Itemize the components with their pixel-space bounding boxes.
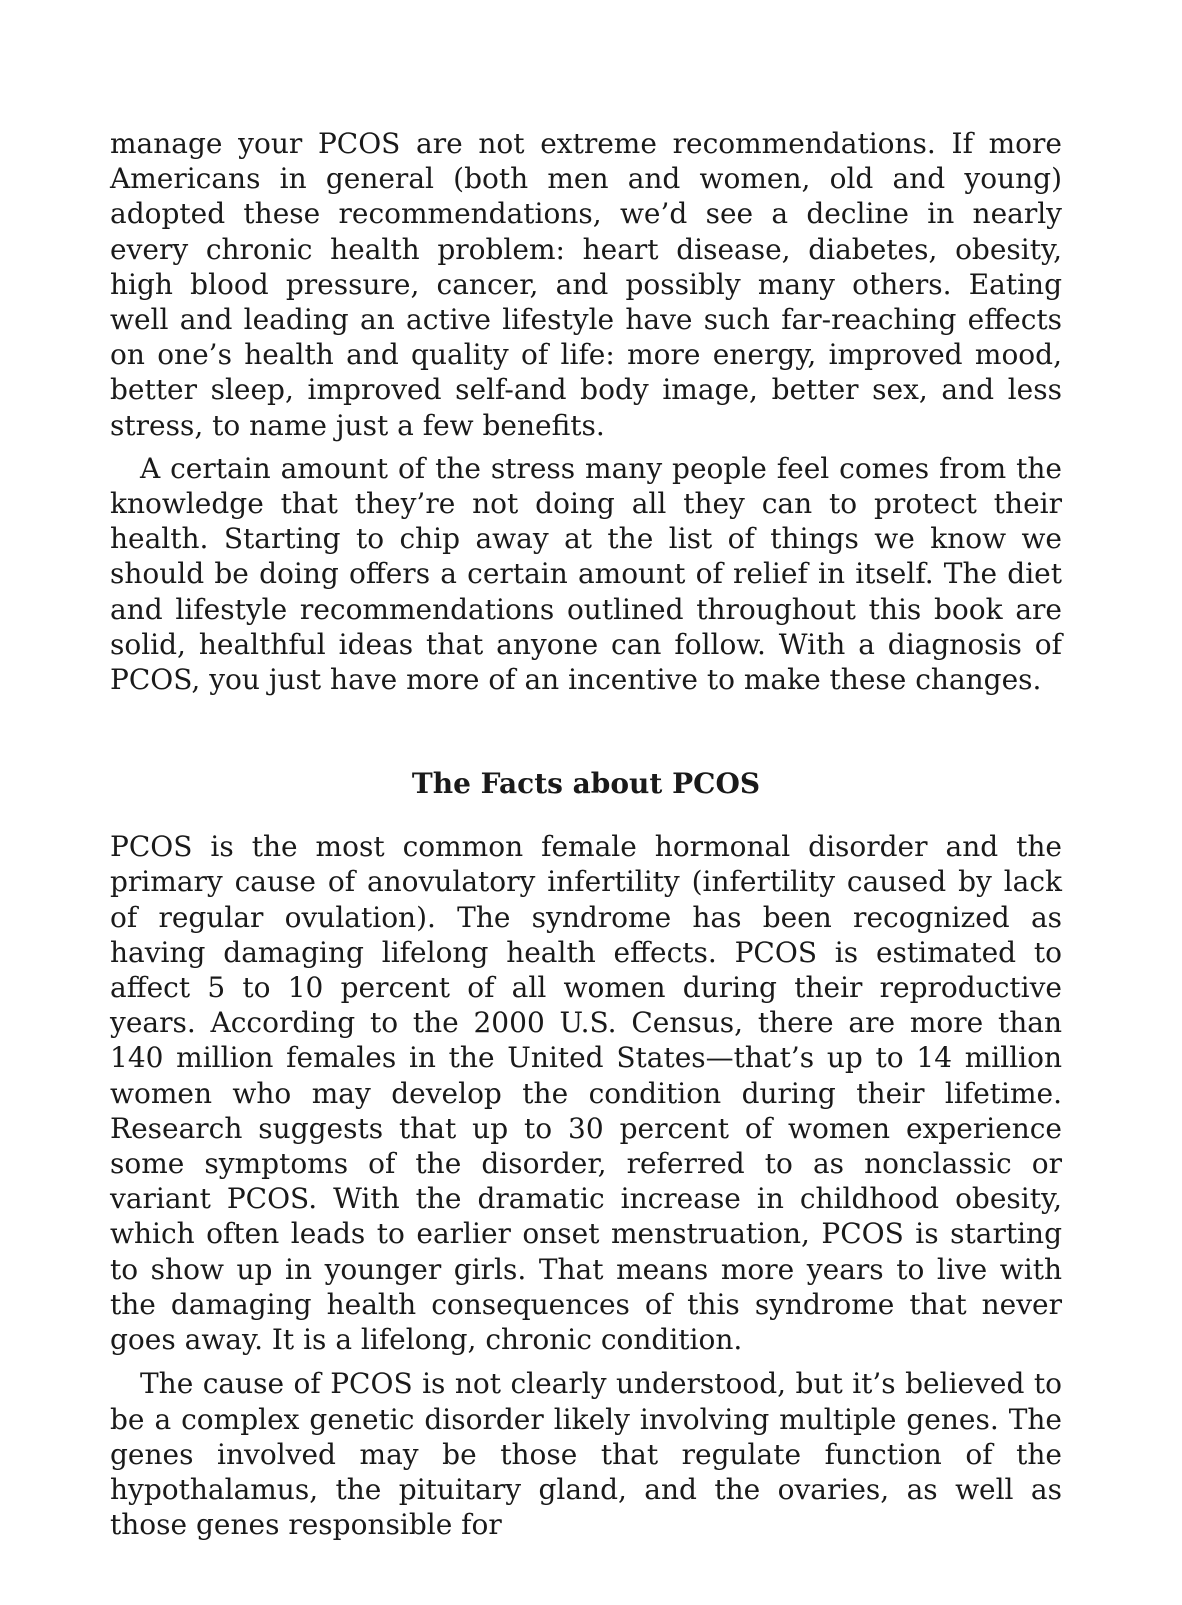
book-page	[110, 126, 1062, 1542]
body-paragraph: A certain amount of the stress many people feel comes from the knowledge that they’re not doing all they can to protect their health. Starting to chip away at the list of things we know we should be doing offers a certain amount of relief in itself. The diet and lifestyle recommendations outlined throughout this book are solid, healthful ideas that anyone can follow. With a diagnosis of PCOS, you just have more of an incentive to make these changes.	[110, 451, 1062, 697]
body-paragraph: The cause of PCOS is not clearly understood, but it’s believed to be a complex genetic disorder likely involving multiple genes. The genes involved may be those that regulate function of the hypothalamus, the pituitary gland, and the ovaries, as well as those genes responsible for	[110, 1367, 1062, 1542]
body-paragraph: manage your PCOS are not extreme recommendations. If more Americans in general (both men and women, old and young) adopted these recommendations, we’d see a decline in nearly every chronic health problem: heart disease, diabetes, obesity, high blood pressure, cancer, and possibly many others. Eating well and leading an active lifestyle have such far-reaching effects on one’s health and quality of life: more energy, improved mood, better sleep, improved self-and body image, better sex, and less stress, to name just a few benefits.	[110, 127, 1062, 442]
body-paragraph: PCOS is the most common female hormonal disorder and the primary cause of anovulatory infertility (infertility caused by lack of regular ovulation). The syndrome has been recognized as having damaging lifelong health effects. PCOS is estimated to affect 5 to 10 percent of all women during their reproductive years. According to the 2000 U.S. Census, there are more than 140 million females in the United States—that’s up to 14 million women who may develop the condition during their lifetime. Research suggests that up to 30 percent of women experience some symptoms of the disorder, referred to as nonclassic or variant PCOS. With the dramatic increase in childhood obesity, which often leads to earlier onset menstruation, PCOS is starting to show up in younger girls. That means more years to live with the damaging health consequences of this syndrome that never goes away. It is a lifelong, chronic condition.	[110, 830, 1062, 1357]
section-heading: The Facts about PCOS	[411, 767, 761, 801]
